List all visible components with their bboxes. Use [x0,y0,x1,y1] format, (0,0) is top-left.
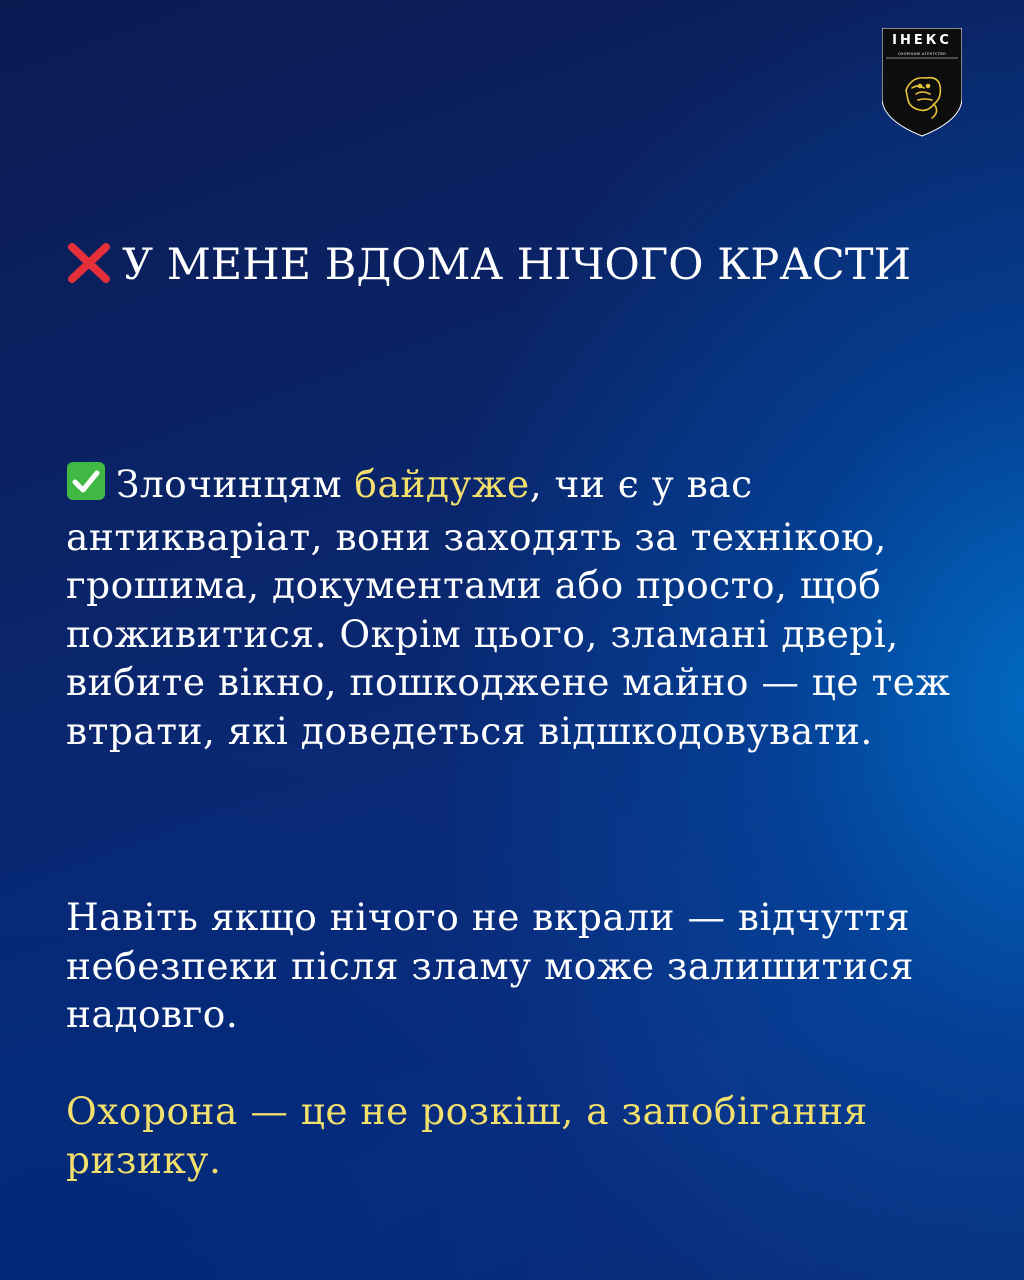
logo-name: ІНЕКС [892,33,952,48]
answer-rest: , чи є у вас антикваріат, вони заходять за технікою, грошима, документами або просто, щоб поживитися. Окрім цього, зламані двері, вибите вікно, пошкоджене майно — це теж втрати, які доведеться відшкодовувати. [66,462,951,753]
answer-highlight: байдуже [354,462,530,506]
answer-lead: Злочинцям [116,462,355,506]
logo-tagline: ОХОРОННЕ АГЕНТСТВО [897,52,946,56]
note-paragraph: Навіть якщо нічого не вкрали — відчуття небезпеки після зламу може залишитися надовго. [66,895,914,1036]
red-cross-mark-icon [66,242,112,296]
myth-heading-text: У МЕНЕ ВДОМА НІЧОГО КРАСТИ [122,240,912,290]
agency-logo [882,28,962,138]
conclusion-paragraph: Охорона — це не розкіш, а запобігання ризику. [66,1089,868,1182]
answer-paragraph [66,460,966,755]
myth-heading [66,238,966,296]
green-check-mark-icon [66,461,106,513]
